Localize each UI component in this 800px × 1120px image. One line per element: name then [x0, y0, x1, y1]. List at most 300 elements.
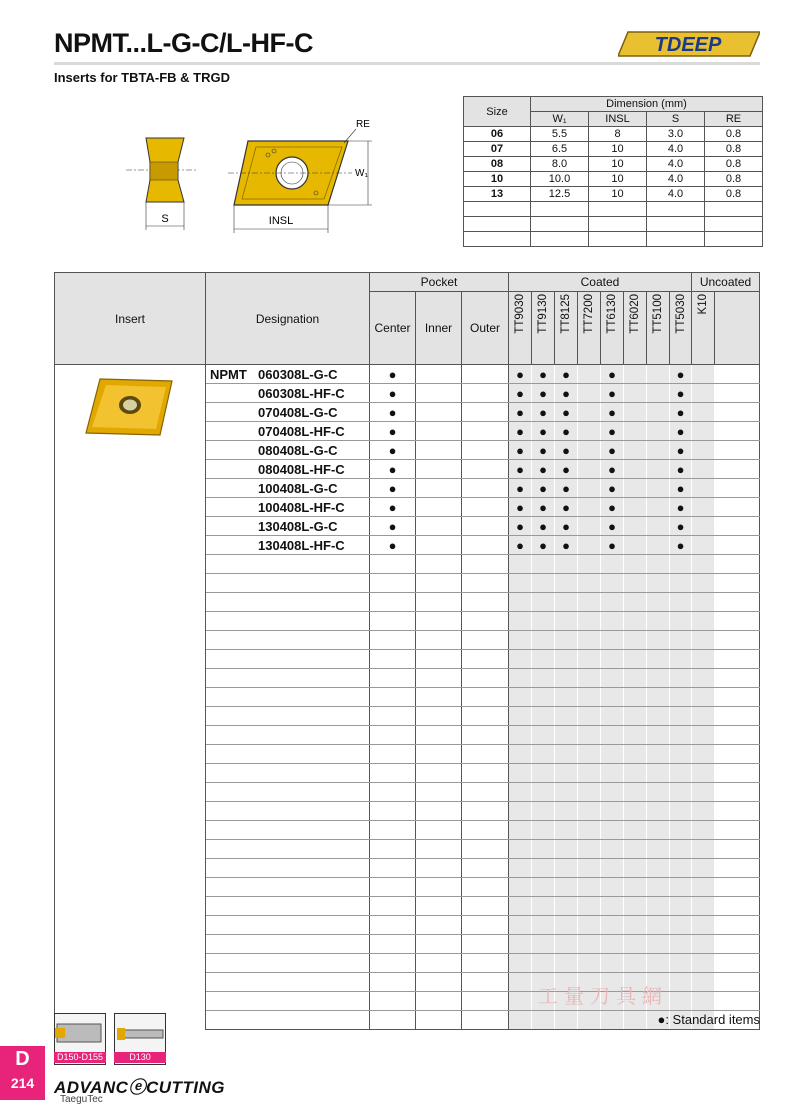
- designation-cell: [206, 631, 370, 650]
- coated-cell: [532, 802, 555, 821]
- coated-cell: [555, 916, 578, 935]
- coated-header: Coated: [509, 273, 692, 292]
- coated-cell: ●: [670, 422, 692, 441]
- coated-cell: [624, 384, 647, 403]
- dim-col-header: W₁: [531, 112, 589, 127]
- coated-cell: [509, 650, 532, 669]
- coated-cell: [578, 517, 601, 536]
- coated-cell: [601, 859, 624, 878]
- coated-cell: ●: [555, 536, 578, 555]
- spare-cell: [715, 479, 760, 498]
- coated-cell: [624, 612, 647, 631]
- dim-cell-re: 0.8: [705, 157, 763, 172]
- thumb-label-d150[interactable]: D150-D155: [54, 1052, 106, 1063]
- uncoated-cell: [692, 859, 715, 878]
- pocket-cell: [416, 954, 462, 973]
- spare-cell: [715, 954, 760, 973]
- coated-cell: [509, 859, 532, 878]
- coated-cell: [647, 403, 670, 422]
- coated-cell: [670, 650, 692, 669]
- pocket-cell: [416, 916, 462, 935]
- coated-cell: ●: [532, 441, 555, 460]
- designation-cell: [206, 764, 370, 783]
- spare-cell: [715, 612, 760, 631]
- boring-bar-icon: [115, 1014, 165, 1054]
- pocket-col-header: Outer: [462, 292, 509, 365]
- pocket-cell: [462, 422, 509, 441]
- insert-photo: [80, 371, 180, 443]
- spare-cell: [715, 631, 760, 650]
- coated-cell: [532, 897, 555, 916]
- dim-cell-w1: 10.0: [531, 172, 589, 187]
- uncoated-cell: [692, 935, 715, 954]
- coated-cell: [555, 878, 578, 897]
- dim-cell-s: 3.0: [647, 127, 705, 142]
- designation-code: 070408L-HF-C: [258, 423, 345, 439]
- designation-cell: [206, 992, 370, 1011]
- coated-cell: [555, 840, 578, 859]
- spare-cell: [715, 821, 760, 840]
- dim-cell-s: 4.0: [647, 172, 705, 187]
- coated-cell: [555, 802, 578, 821]
- coated-cell: [647, 479, 670, 498]
- coated-cell: [647, 574, 670, 593]
- pocket-cell: [416, 935, 462, 954]
- dim-col-header: RE: [705, 112, 763, 127]
- coated-cell: ●: [601, 422, 624, 441]
- pocket-cell: [462, 821, 509, 840]
- uncoated-cell: [692, 517, 715, 536]
- coated-cell: ●: [555, 460, 578, 479]
- pocket-cell: [462, 365, 509, 384]
- coated-cell: [624, 1011, 647, 1030]
- coated-cell: ●: [532, 460, 555, 479]
- dim-empty-cell: [705, 202, 763, 217]
- coated-cell: [532, 593, 555, 612]
- coated-cell: [578, 631, 601, 650]
- coated-cell: ●: [670, 365, 692, 384]
- pocket-cell: ●: [370, 460, 416, 479]
- pocket-cell: [416, 745, 462, 764]
- coated-cell: [601, 631, 624, 650]
- coated-cell: [578, 840, 601, 859]
- coated-cell: [670, 707, 692, 726]
- coated-cell: [578, 726, 601, 745]
- coated-cell: [509, 574, 532, 593]
- pocket-cell: [462, 783, 509, 802]
- spare-cell: [715, 916, 760, 935]
- coated-cell: [601, 612, 624, 631]
- coated-cell: [532, 1011, 555, 1030]
- coated-cell: [624, 707, 647, 726]
- designation-code: 060308L-HF-C: [258, 385, 345, 401]
- coated-cell: [509, 954, 532, 973]
- coated-cell: ●: [509, 517, 532, 536]
- coated-cell: [647, 707, 670, 726]
- dim-size-header: Size: [464, 97, 531, 127]
- pocket-col-header: Center: [370, 292, 416, 365]
- coated-cell: [555, 897, 578, 916]
- spare-cell: [715, 498, 760, 517]
- dim-empty-cell: [647, 202, 705, 217]
- coated-cell: [647, 631, 670, 650]
- pocket-cell: [370, 726, 416, 745]
- coated-col-header: [647, 292, 670, 365]
- pocket-cell: [416, 897, 462, 916]
- pocket-cell: [462, 1011, 509, 1030]
- uncoated-cell: [692, 745, 715, 764]
- dim-empty-cell: [464, 217, 531, 232]
- uncoated-cell: [692, 498, 715, 517]
- coated-cell: [578, 365, 601, 384]
- designation-cell: [206, 688, 370, 707]
- coated-cell: [532, 707, 555, 726]
- pocket-cell: [370, 593, 416, 612]
- pocket-cell: [462, 992, 509, 1011]
- coated-cell: [647, 726, 670, 745]
- designation-code: 100408L-HF-C: [258, 499, 345, 515]
- coated-cell: [555, 745, 578, 764]
- designation-cell: [206, 954, 370, 973]
- pocket-cell: [370, 764, 416, 783]
- legend-standard-items: ●: Standard items: [657, 1012, 760, 1027]
- coated-cell: [532, 859, 555, 878]
- coated-cell: [601, 650, 624, 669]
- tdeep-logo-text: TDEEP: [654, 34, 722, 56]
- uncoated-cell: [692, 479, 715, 498]
- thumb-label-d130[interactable]: D130: [114, 1052, 166, 1063]
- coated-cell: [670, 783, 692, 802]
- coated-cell: [670, 935, 692, 954]
- pocket-cell: [416, 650, 462, 669]
- dim-cell-size: 10: [464, 172, 531, 187]
- coated-cell: [647, 669, 670, 688]
- coated-col-header: [670, 292, 692, 365]
- coated-cell: [555, 1011, 578, 1030]
- pocket-cell: ●: [370, 403, 416, 422]
- uncoated-cell: [692, 365, 715, 384]
- dimension-table: [463, 96, 763, 247]
- dim-empty-cell: [647, 232, 705, 247]
- designation-cell: [206, 555, 370, 574]
- designation-code: 080408L-HF-C: [258, 461, 345, 477]
- grade-label: TT5030: [674, 294, 687, 334]
- coated-cell: [532, 726, 555, 745]
- spare-cell: [715, 536, 760, 555]
- coated-cell: ●: [509, 460, 532, 479]
- coated-cell: [578, 422, 601, 441]
- brand-logo-text: ADVANCⓔCUTTING: [54, 1078, 226, 1097]
- pocket-cell: ●: [370, 441, 416, 460]
- pocket-cell: ●: [370, 536, 416, 555]
- pocket-cell: [416, 840, 462, 859]
- coated-cell: [578, 460, 601, 479]
- pocket-cell: [416, 555, 462, 574]
- coated-cell: [647, 384, 670, 403]
- dim-empty-cell: [531, 217, 589, 232]
- dim-cell-re: 0.8: [705, 172, 763, 187]
- uncoated-cell: [692, 669, 715, 688]
- coated-cell: ●: [601, 517, 624, 536]
- coated-cell: [601, 954, 624, 973]
- pocket-cell: [370, 802, 416, 821]
- designation-cell: [206, 821, 370, 840]
- coated-cell: [509, 688, 532, 707]
- designation-cell: [206, 403, 370, 422]
- dim-cell-size: 13: [464, 187, 531, 202]
- pocket-cell: [416, 517, 462, 536]
- page-number: 214: [10, 1075, 35, 1091]
- coated-cell: [670, 574, 692, 593]
- uncoated-cell: [692, 574, 715, 593]
- dim-empty-row: [464, 202, 763, 217]
- spare-cell: [715, 802, 760, 821]
- designation-cell: [206, 840, 370, 859]
- coated-cell: [670, 745, 692, 764]
- pocket-cell: [416, 859, 462, 878]
- pocket-cell: [370, 878, 416, 897]
- coated-cell: [647, 688, 670, 707]
- spare-cell: [715, 574, 760, 593]
- grade-label: K10: [697, 294, 709, 315]
- coated-cell: [509, 973, 532, 992]
- coated-cell: [647, 897, 670, 916]
- pocket-cell: [462, 973, 509, 992]
- coated-cell: [624, 669, 647, 688]
- coated-cell: [578, 498, 601, 517]
- designation-cell: [206, 973, 370, 992]
- coated-cell: ●: [601, 460, 624, 479]
- coated-cell: [670, 821, 692, 840]
- coated-cell: [647, 498, 670, 517]
- coated-cell: [624, 783, 647, 802]
- spare-cell: [715, 365, 760, 384]
- coated-cell: [509, 745, 532, 764]
- pocket-cell: [462, 536, 509, 555]
- coated-cell: [578, 650, 601, 669]
- pocket-cell: [416, 1011, 462, 1030]
- uncoated-cell: [692, 802, 715, 821]
- grade-label: TT8125: [560, 294, 572, 334]
- coated-cell: [601, 726, 624, 745]
- grade-label: TT9030: [514, 294, 526, 334]
- coated-cell: ●: [509, 365, 532, 384]
- coated-cell: ●: [532, 422, 555, 441]
- dim-cell-size: 08: [464, 157, 531, 172]
- pocket-cell: [462, 479, 509, 498]
- pocket-cell: [462, 441, 509, 460]
- pocket-cell: [462, 745, 509, 764]
- dim-empty-cell: [647, 217, 705, 232]
- coated-col-header: [509, 292, 532, 365]
- pocket-cell: [370, 745, 416, 764]
- pocket-cell: [370, 631, 416, 650]
- coated-cell: ●: [601, 365, 624, 384]
- grade-label: TT9130: [537, 294, 549, 334]
- coated-cell: [578, 403, 601, 422]
- coated-cell: ●: [601, 536, 624, 555]
- coated-cell: [532, 688, 555, 707]
- pocket-cell: [370, 935, 416, 954]
- pocket-cell: ●: [370, 498, 416, 517]
- pocket-cell: ●: [370, 422, 416, 441]
- coated-cell: [647, 916, 670, 935]
- coated-cell: [601, 688, 624, 707]
- coated-cell: [601, 707, 624, 726]
- dim-col-header: INSL: [589, 112, 647, 127]
- designation-code: 080408L-G-C: [258, 442, 338, 458]
- designation-cell: [206, 878, 370, 897]
- pocket-cell: [370, 992, 416, 1011]
- coated-cell: [578, 707, 601, 726]
- coated-cell: [555, 688, 578, 707]
- coated-cell: ●: [601, 498, 624, 517]
- coated-cell: ●: [532, 536, 555, 555]
- pocket-cell: [416, 821, 462, 840]
- designation-cell: [206, 707, 370, 726]
- section-tab: [0, 1046, 45, 1100]
- pocket-cell: ●: [370, 365, 416, 384]
- uncoated-spare-header: [715, 292, 760, 365]
- coated-cell: [532, 574, 555, 593]
- coated-cell: [578, 688, 601, 707]
- dim-cell-size: 07: [464, 142, 531, 157]
- designation-cell: [206, 460, 370, 479]
- dim-cell-s: 4.0: [647, 157, 705, 172]
- coated-cell: [555, 574, 578, 593]
- pocket-cell: [370, 916, 416, 935]
- pocket-cell: ●: [370, 479, 416, 498]
- coated-cell: [624, 954, 647, 973]
- pocket-cell: [462, 669, 509, 688]
- dim-cell-insl: 10: [589, 157, 647, 172]
- coated-cell: [647, 859, 670, 878]
- pocket-cell: [416, 878, 462, 897]
- coated-cell: [624, 631, 647, 650]
- coated-cell: [670, 555, 692, 574]
- designation-cell: [206, 612, 370, 631]
- coated-cell: [555, 726, 578, 745]
- coated-cell: [670, 916, 692, 935]
- coated-cell: [532, 821, 555, 840]
- coated-cell: [624, 878, 647, 897]
- coated-cell: [647, 783, 670, 802]
- spare-cell: [715, 650, 760, 669]
- coated-cell: [555, 954, 578, 973]
- uncoated-cell: [692, 384, 715, 403]
- coated-cell: [555, 555, 578, 574]
- page-title: NPMT...L-G-C/L-HF-C: [54, 28, 313, 58]
- pocket-cell: [416, 422, 462, 441]
- dim-label-insl: INSL: [268, 215, 294, 227]
- uncoated-cell: [692, 897, 715, 916]
- coated-cell: [509, 935, 532, 954]
- coated-cell: [601, 802, 624, 821]
- coated-cell: [509, 992, 532, 1011]
- coated-cell: ●: [555, 384, 578, 403]
- coated-cell: [555, 859, 578, 878]
- coated-cell: [555, 783, 578, 802]
- coated-cell: ●: [532, 403, 555, 422]
- coated-cell: ●: [555, 517, 578, 536]
- dim-row: [464, 172, 763, 187]
- pocket-cell: [462, 517, 509, 536]
- coated-cell: ●: [670, 536, 692, 555]
- pocket-cell: [462, 764, 509, 783]
- dim-label-w1: W₁: [355, 168, 368, 179]
- coated-cell: ●: [509, 536, 532, 555]
- pocket-cell: [462, 688, 509, 707]
- uncoated-cell: [692, 422, 715, 441]
- designation-prefix: NPMT: [210, 366, 247, 382]
- insert-image-cell: [55, 365, 206, 1030]
- dim-group-header: Dimension (mm): [531, 97, 763, 112]
- coated-cell: [578, 555, 601, 574]
- coated-cell: ●: [532, 498, 555, 517]
- designation-cell: [206, 802, 370, 821]
- pocket-cell: [462, 403, 509, 422]
- dim-cell-insl: 10: [589, 142, 647, 157]
- coated-cell: [624, 745, 647, 764]
- designation-cell: [206, 783, 370, 802]
- coated-cell: [532, 555, 555, 574]
- coated-cell: [601, 897, 624, 916]
- coated-cell: [670, 954, 692, 973]
- dim-cell-w1: 6.5: [531, 142, 589, 157]
- coated-cell: ●: [670, 517, 692, 536]
- dim-cell-size: 06: [464, 127, 531, 142]
- coated-cell: [647, 821, 670, 840]
- coated-cell: [532, 764, 555, 783]
- pocket-cell: ●: [370, 517, 416, 536]
- uncoated-cell: [692, 973, 715, 992]
- pocket-cell: [416, 384, 462, 403]
- dim-cell-re: 0.8: [705, 127, 763, 142]
- coated-cell: [647, 650, 670, 669]
- pocket-cell: [462, 498, 509, 517]
- uncoated-cell: [692, 726, 715, 745]
- coated-cell: [647, 764, 670, 783]
- uncoated-header: Uncoated: [692, 273, 760, 292]
- spare-cell: [715, 403, 760, 422]
- grade-label: TT6020: [629, 294, 641, 334]
- coated-col-header: [555, 292, 578, 365]
- dim-label-s: S: [161, 213, 169, 225]
- spare-cell: [715, 460, 760, 479]
- coated-cell: [509, 764, 532, 783]
- designation-code: 130408L-G-C: [258, 518, 338, 534]
- dim-empty-cell: [589, 217, 647, 232]
- coated-cell: ●: [670, 441, 692, 460]
- coated-cell: [578, 802, 601, 821]
- designation-cell: [206, 669, 370, 688]
- coated-cell: ●: [555, 498, 578, 517]
- coated-cell: ●: [670, 460, 692, 479]
- coated-cell: [624, 441, 647, 460]
- pocket-cell: [462, 384, 509, 403]
- pocket-cell: [416, 498, 462, 517]
- pocket-cell: [416, 631, 462, 650]
- pocket-cell: [416, 460, 462, 479]
- pocket-cell: [416, 536, 462, 555]
- designation-code: 100408L-G-C: [258, 480, 338, 496]
- pocket-cell: [370, 688, 416, 707]
- coated-cell: ●: [601, 479, 624, 498]
- uncoated-cell: [692, 688, 715, 707]
- uncoated-cell: [692, 783, 715, 802]
- coated-cell: [578, 878, 601, 897]
- pocket-cell: [462, 574, 509, 593]
